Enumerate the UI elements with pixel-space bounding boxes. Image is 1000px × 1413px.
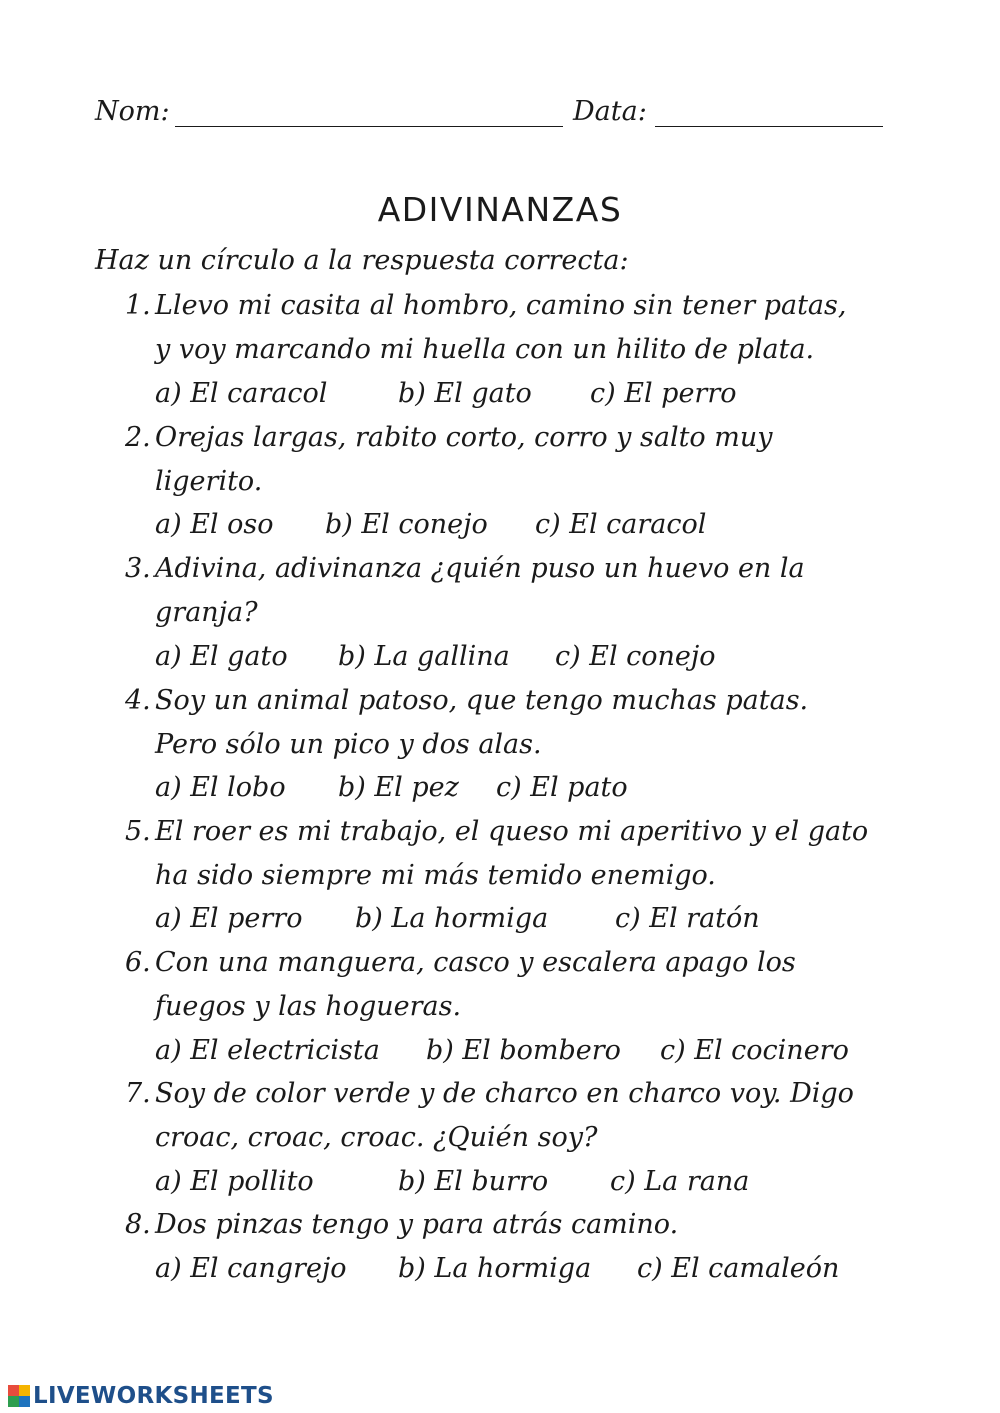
option-c[interactable]: c) El perro: [590, 378, 737, 409]
option-c[interactable]: c) El cocinero: [660, 1035, 849, 1066]
option-b[interactable]: b) El pez: [338, 772, 459, 803]
page-title: ADIVINANZAS: [377, 190, 623, 229]
option-b[interactable]: b) La hormiga: [355, 903, 549, 934]
riddle-number: 8.: [125, 1209, 151, 1240]
riddle-text-line: ligerito.: [155, 466, 263, 497]
option-a[interactable]: a) El perro: [155, 903, 303, 934]
option-a[interactable]: a) El electricista: [155, 1035, 380, 1066]
option-c[interactable]: c) El camaleón: [637, 1253, 840, 1284]
option-b[interactable]: b) El conejo: [325, 509, 488, 540]
riddle-number: 5.: [125, 816, 151, 847]
name-label: Nom:: [95, 96, 170, 127]
option-a[interactable]: a) El gato: [155, 641, 288, 672]
option-b[interactable]: b) El bombero: [426, 1035, 621, 1066]
riddle-text-line: Soy un animal patoso, que tengo muchas patas.: [155, 685, 809, 716]
logo-square-icon: [19, 1396, 30, 1407]
riddle-number: 1.: [125, 290, 151, 321]
option-c[interactable]: c) El ratón: [615, 903, 760, 934]
riddle-number: 2.: [125, 422, 151, 453]
option-b[interactable]: b) El gato: [398, 378, 532, 409]
option-a[interactable]: a) El oso: [155, 509, 274, 540]
date-field-line: [655, 126, 883, 127]
option-a[interactable]: a) El cangrejo: [155, 1253, 347, 1284]
riddle-text-line: Llevo mi casita al hombro, camino sin tener patas,: [155, 290, 847, 321]
riddle-number: 6.: [125, 947, 151, 978]
option-b[interactable]: b) El burro: [398, 1166, 549, 1197]
option-a[interactable]: a) El pollito: [155, 1166, 314, 1197]
riddle-text-line: y voy marcando mi huella con un hilito de plata.: [155, 334, 815, 365]
instruction-text: Haz un círculo a la respuesta correcta:: [95, 245, 629, 276]
riddle-number: 4.: [125, 685, 151, 716]
logo-square-icon: [8, 1385, 19, 1396]
name-field-line: [175, 126, 563, 127]
date-label: Data:: [573, 96, 647, 127]
option-b[interactable]: b) La hormiga: [398, 1253, 592, 1284]
riddle-text-line: ha sido siempre mi más temido enemigo.: [155, 860, 716, 891]
option-a[interactable]: a) El lobo: [155, 772, 286, 803]
riddle-text-line: granja?: [155, 597, 258, 628]
option-c[interactable]: c) El pato: [496, 772, 628, 803]
riddle-text-line: croac, croac, croac. ¿Quién soy?: [155, 1122, 598, 1153]
option-c[interactable]: c) El conejo: [555, 641, 716, 672]
riddle-text-line: Con una manguera, casco y escalera apago los: [155, 947, 796, 978]
logo-text: LIVEWORKSHEETS: [33, 1383, 274, 1409]
option-b[interactable]: b) La gallina: [338, 641, 510, 672]
liveworksheets-logo: [8, 1380, 274, 1412]
riddle-text-line: Dos pinzas tengo y para atrás camino.: [155, 1209, 679, 1240]
riddle-text-line: fuegos y las hogueras.: [155, 991, 462, 1022]
riddle-text-line: Soy de color verde y de charco en charco voy. Digo: [155, 1078, 854, 1109]
option-c[interactable]: c) La rana: [610, 1166, 750, 1197]
riddle-text-line: Pero sólo un pico y dos alas.: [155, 729, 542, 760]
logo-square-icon: [8, 1396, 19, 1407]
riddle-text-line: Adivina, adivinanza ¿quién puso un huevo en la: [155, 553, 805, 584]
riddle-text-line: El roer es mi trabajo, el queso mi aperitivo y el gato: [155, 816, 869, 847]
logo-square-icon: [19, 1385, 30, 1396]
riddle-text-line: Orejas largas, rabito corto, corro y salto muy: [155, 422, 773, 453]
riddle-number: 3.: [125, 553, 151, 584]
option-a[interactable]: a) El caracol: [155, 378, 328, 409]
option-c[interactable]: c) El caracol: [535, 509, 707, 540]
liveworksheets-logo-icon: [8, 1385, 30, 1407]
header-fields: [95, 96, 895, 136]
riddle-number: 7.: [125, 1078, 151, 1109]
